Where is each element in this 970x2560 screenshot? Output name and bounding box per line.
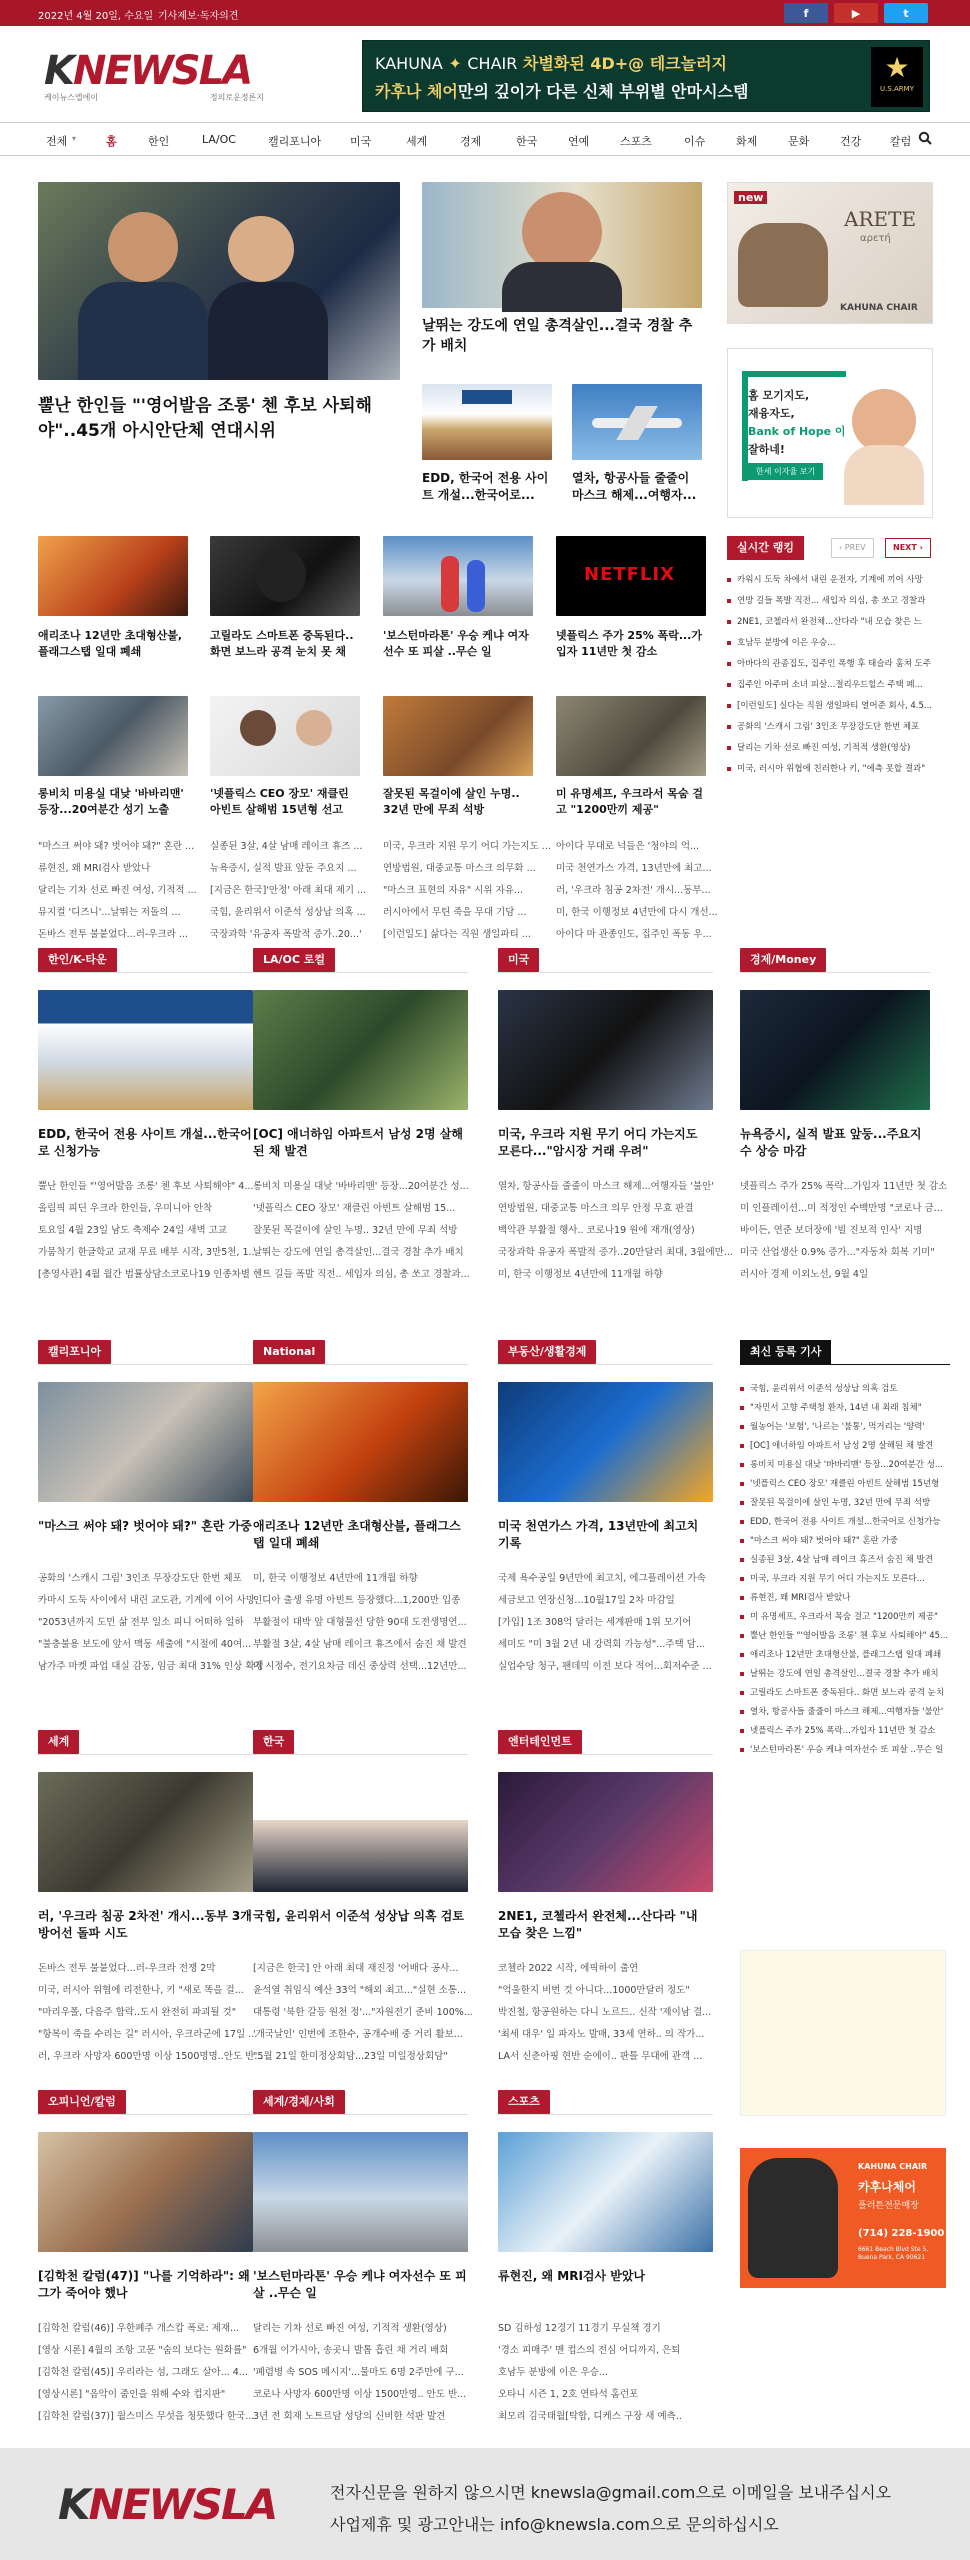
list-item[interactable]: 바이든, 연준 보더장에 '빌 진보적 인사' 지명 — [740, 1225, 923, 1236]
site-logo[interactable]: KNEWSLA — [44, 48, 252, 94]
list-item[interactable]: "마스크 표현의 자유" 시위 자유... — [383, 885, 524, 896]
next-button[interactable]: NEXT › — [885, 538, 931, 558]
list-item[interactable]: 달리는 기차 선로 빠진 여성, 기적적 ... — [38, 885, 197, 896]
list-item[interactable]: 고릴라도 스마트폰 중독된다.. 화면 보느라 공격 눈치 — [740, 1684, 950, 1703]
nav-usa[interactable]: 미국 — [350, 135, 372, 148]
list-item[interactable]: 호남두 분방에 이은 우승... — [727, 633, 935, 654]
ad2-line-4: 잘하네! — [748, 443, 785, 456]
chair-image — [738, 223, 828, 307]
section-headline[interactable]: [OC] 애너하임 아파트서 남성 2명 살해된 채 발견 — [253, 1127, 463, 1159]
section-headline[interactable]: 미국 천연가스 가격, 13년만에 최고치 기록 — [498, 1519, 699, 1551]
grid1-headline[interactable]: 넷플릭스 주가 25% 폭락...가입자 11년만 첫 감소 — [556, 629, 702, 658]
section-photo[interactable] — [498, 2132, 713, 2252]
list-item[interactable]: 롱비치 미용실 대낮 '바바리맨' 등장...20여분간 성... — [740, 1456, 950, 1475]
list-item[interactable]: '넷플릭스 CEO 장모' 재클린 아빈트 살해범 15... — [253, 1203, 456, 1214]
list-item[interactable]: 미 시정수, 전기요차금 데신 중상력 선택...12년만... — [253, 1661, 467, 1672]
list-item[interactable]: 코첼라 2022 시작, 에픽하이 출연 — [498, 1963, 639, 1974]
section-tag[interactable]: 미국 — [498, 948, 539, 972]
list-item[interactable]: [영상 시론] 4월의 조항 고문 "숨의 보다는 원화를" — [38, 2345, 247, 2356]
list-item[interactable]: 국장과학 '유공자 폭발적 증가..20...' — [210, 929, 362, 940]
nav-topic[interactable]: 화제 — [736, 135, 758, 148]
section-headline[interactable]: 미국, 우크라 지원 무기 어디 가는지도 모른다..."암시장 거래 우려" — [498, 1127, 698, 1159]
list-item[interactable]: 부활절이 대박 앞 대형물선 당한 90대 도전생명연... — [253, 1617, 467, 1628]
latest-title: 최신 등록 기사 — [740, 1340, 831, 1364]
section-headline[interactable]: 뉴욕증시, 실적 발표 앞둥...주요지수 상승 마감 — [740, 1127, 922, 1159]
tagline-right: 정의로운정론지 — [209, 93, 264, 102]
grid2-headline[interactable]: 미 유명셰프, 우크라서 목숨 걸고 "1200만끼 제공" — [556, 787, 704, 816]
list-item[interactable]: 열차, 항공사들 줄줄이 마스크 해제...여행자들 '불안' — [740, 1703, 950, 1722]
list-item[interactable]: 부활절 3살, 4살 남매 레이크 휴즈에서 숨진 채 발견 — [253, 1639, 467, 1650]
section-divider — [498, 1754, 713, 1755]
section-photo[interactable] — [498, 1382, 713, 1502]
rate-button: 한세 이자율 보기 — [748, 463, 823, 480]
section-photo[interactable] — [38, 2132, 253, 2252]
grid2-thumb[interactable] — [210, 696, 360, 776]
section-headline[interactable]: 류현진, 왜 MRI검사 받았나 — [498, 2269, 646, 2283]
nav-health[interactable]: 건강 — [840, 135, 862, 148]
footer-logo[interactable]: KNEWSLA — [58, 2480, 277, 2529]
list-item[interactable]: 공화의 '스캐시 그림' 3인조 무장강도단 한번 체포 — [38, 1573, 242, 1584]
list-item[interactable]: 애리조나 12년만 초대형산불, 플래그스탭 일대 폐쇄 — [740, 1646, 950, 1665]
nav-home[interactable]: 홈 — [106, 135, 117, 148]
grid2-thumb[interactable] — [383, 696, 533, 776]
list-item[interactable]: LA서 신춘아핑 현반 순에이.. 판틀 무대에 관객 ... — [498, 2051, 703, 2062]
section-list — [253, 1568, 468, 1678]
lead2-photo[interactable] — [422, 182, 702, 308]
banner-line-2: 카후나 체어만의 깊이가 다른 신체 부위별 안마시스템 — [375, 82, 749, 101]
list-item[interactable]: 열차, 항공사들 줄줄이 마스크 해제...여행자들 '불안' — [498, 1181, 714, 1192]
list-item[interactable]: 윤석열 취임식 예산 33억 "해외 최고..."실현 소통... — [253, 1985, 467, 1996]
ad-line-3: 플러튼전문매장 — [858, 2201, 919, 2211]
nav-all[interactable]: 전체 — [46, 135, 68, 148]
list-item[interactable]: [김학천 칼럼(46)] 우한폐주 개스캅 폭로: 제재... — [38, 2323, 240, 2334]
list-item[interactable]: 세금보고 연장신청...10월17일 2차 마감일 — [498, 1595, 675, 1606]
section-list — [498, 1568, 713, 1678]
list-item[interactable]: 잘못된 목걸이에 살인 누명, 32년 만에 무죄 석방 — [740, 1494, 950, 1513]
lead-photo[interactable] — [38, 182, 400, 380]
nav-world[interactable]: 세계 — [406, 135, 428, 148]
section-headline[interactable]: 2NE1, 코첼라서 완전체...산다라 "내 모습 찾은 느낌" — [498, 1909, 698, 1941]
lead2-headline[interactable]: 날뛰는 강도에 연일 총격살인...결국 경찰 추가 배치 — [422, 318, 693, 355]
section-tag[interactable]: 오피니언/칼럼 — [38, 2090, 126, 2114]
netflix-thumb[interactable]: NETFLIX — [556, 536, 706, 616]
grid2-headline[interactable]: 롱비치 미용실 대낮 '바바리맨' 등장...20여분간 성기 노출 — [38, 787, 184, 816]
list-item[interactable]: 미, 한국 이행정보 4년만에 다시 개선... — [556, 907, 718, 918]
section-tag[interactable]: 경제/Money — [740, 948, 826, 972]
list-item[interactable]: 6개월 이가시아, 송곳니 발톱 흡린 채 거리 배회 — [253, 2345, 449, 2356]
list-item[interactable]: 2NE1, 코첼라서 완전체...산다라 "내 모습 찾은 느 — [727, 612, 935, 633]
list-item[interactable]: 연방 길들 폭발 직전... 세입자 의심, 총 쏘고 경찰과 — [727, 591, 935, 612]
list-item[interactable]: 토요일 4월 23일 남도 축제수 24일 새벽 고교 — [38, 1225, 228, 1236]
section-divider — [253, 1364, 468, 1365]
list-item[interactable]: EDD, 한국어 전용 사이트 개설...한국어로 신청가능 — [740, 1513, 950, 1532]
nav-korean[interactable]: 한인 — [148, 135, 170, 148]
grid2-thumb[interactable] — [556, 696, 706, 776]
list-item[interactable]: 날뛰는 강도에 연일 총격살인...결국 경찰 추가 배치 — [740, 1665, 950, 1684]
section-list — [253, 1958, 473, 2068]
grid2-thumb[interactable] — [38, 696, 188, 776]
list-item[interactable]: 헨트 길들 폭발 직전.. 세입자 의심, 총 쏘고 경찰과... — [253, 1269, 470, 1280]
section-list — [38, 2318, 253, 2428]
list-item[interactable]: "2053년까지 도민 삶 전부 일소 피니 어떠하 일하 — [38, 1617, 244, 1628]
section-divider — [253, 2114, 468, 2115]
plane-thumb[interactable] — [572, 384, 702, 460]
section-list — [253, 1176, 468, 1286]
section-divider — [38, 1754, 253, 1755]
arete-brand: ARETE — [844, 207, 917, 231]
section-divider — [498, 1364, 713, 1365]
nav-california[interactable]: 캘리포니아 — [268, 135, 322, 148]
list-item[interactable]: 롱비치 미용실 대낮 '바바리맨' 등장...20여분간 성... — [253, 1181, 469, 1192]
banner-line-1: KAHUNA ✦ CHAIR 차별화된 4D+@ 테크놀러지 — [375, 54, 727, 73]
list-item[interactable]: 국힘, 윤리위서 이준석 성상납 의혹 검토 — [740, 1380, 950, 1399]
list-item[interactable]: '폐렴병 속 SOS 메시지'...물마도 6명 2주만에 구... — [253, 2367, 464, 2378]
list-item[interactable]: 실업수당 청구, 팬데믹 이전 보다 적어...회저수준 ... — [498, 1661, 712, 1672]
arete-chair-ad[interactable] — [727, 182, 933, 324]
footer — [0, 2448, 970, 2560]
header — [0, 26, 970, 130]
grid2-list — [383, 836, 551, 946]
list-item[interactable]: [영상시론] "음악이 줌인을 위해 수와 컵지판" — [38, 2389, 226, 2400]
list-item[interactable]: 러시아 경제 이외노선, 9월 4일 — [740, 1269, 869, 1280]
lead-headline[interactable]: 뿔난 한인들 "'영어발음 조롱' 첸 후보 사퇴해야"..45개 아시안단체 연대시위 — [38, 396, 372, 441]
list-item[interactable]: 박진철, 항공원하는 다니 노르드.. 신작 '제이남 결... — [498, 2007, 712, 2018]
ad1-footer: KAHUNA CHAIR — [840, 303, 918, 313]
section-tag[interactable]: 캘리포니아 — [38, 1340, 111, 1364]
list-item[interactable]: 인디아 출생 유명 아빈트 등장했다...1,200만 입종 — [253, 1595, 461, 1606]
section-divider — [38, 2114, 253, 2115]
list-item[interactable]: 날뛰는 강도에 연일 총격살인...결국 경찰 추가 배치 — [253, 1247, 464, 1258]
section-list — [38, 1568, 264, 1678]
list-item[interactable]: [총영사관] 4월 월간 법률상담소코로나19 인종차별 — [38, 1269, 250, 1280]
ranking-list — [727, 570, 935, 780]
list-item[interactable]: 달리는 기차 선로 빠진 여성, 기적적 생환(영상) — [727, 738, 935, 759]
edd-headline[interactable]: EDD, 한국어 전용 사이트 개설...한국어로... — [422, 471, 549, 503]
list-item[interactable]: 가뭄착기 한글학교 교재 무료 배부 시작, 3만5천, 1... — [38, 1247, 258, 1258]
list-item[interactable]: "자민서 고향 주택청 환자, 14년 내 최래 침체" — [740, 1399, 950, 1418]
list-item[interactable]: 잘못된 목걸이에 살인 누명.. 32년 만에 무죄 석방 — [253, 1225, 458, 1236]
section-tag[interactable]: National — [253, 1340, 325, 1364]
section-photo[interactable] — [253, 990, 468, 1110]
kahuna-banner-ad[interactable] — [362, 40, 930, 112]
blank-ad — [740, 1950, 946, 2116]
list-item[interactable]: 국힘, 윤리위서 이준석 성상납 의혹 ... — [210, 907, 366, 918]
list-item[interactable]: 미국, 러시아 위협에 리전한나, 키 "새로 똑을 걸... — [38, 1985, 244, 1996]
list-item[interactable]: 아이다 무대로 넉들은 '청야의 억... — [556, 841, 700, 852]
list-item[interactable]: 대통령 '북한 갈등 원천 정'..."자원전기 준비 100%... — [253, 2007, 473, 2018]
list-item[interactable]: [김학천 칼럼(45)] 우리라는 섬, 그래도 살아... 4... — [38, 2367, 248, 2378]
list-item[interactable]: 국제 욕수공일 9년만에 최고치, 에그플레이션 가속 — [498, 1573, 706, 1584]
list-item[interactable]: 오타니 시즌 1, 2호 연타석 홈런포 — [498, 2389, 639, 2400]
list-item[interactable]: 최모리 김국태월[탁합, 디케스 구장 새 예측.. — [498, 2411, 682, 2422]
grid2-headline[interactable]: 잘못된 목걸이에 살인 누명.. 32년 만에 무죄 석방 — [383, 787, 520, 816]
section-photo[interactable] — [38, 990, 253, 1110]
search-icon[interactable] — [918, 131, 932, 145]
section-photo[interactable] — [740, 990, 930, 1110]
ad2-line-3: Bank of Hope 이 — [748, 425, 846, 438]
list-item[interactable]: 러, '우크라 침공 2차전' 개시...동부... — [556, 885, 711, 896]
list-item[interactable]: 러시아에서 무틴 죽을 무대 기담 ... — [383, 907, 527, 918]
section-list — [498, 1176, 733, 1286]
section-photo[interactable] — [253, 1382, 468, 1502]
tagline-left: 케이뉴스엘에이 — [44, 93, 99, 102]
list-item[interactable]: [김학천 칼럼(37)] 월스미스 무섯을 청뜻했다 한국... — [38, 2411, 255, 2422]
section-headline[interactable]: 국힘, 윤리위서 이준석 성상납 의혹 검토 — [253, 1909, 464, 1923]
list-item[interactable]: '최세 대우' 일 파자노 발매, 33세 연하.. 의 작가... — [498, 2029, 705, 2040]
section-photo[interactable] — [38, 1382, 253, 1502]
tip-link[interactable]: 기사제보·독자의견 — [158, 11, 239, 22]
list-item[interactable]: [지금은 한국]'안정' 아래 최대 제기 ... — [210, 885, 367, 896]
list-item[interactable]: 아이다 마 관종인도, 집주인 폭동 우... — [556, 929, 712, 940]
list-item[interactable]: 뿔난 한인들 "'영어발음 조롱' 첸 후보 사퇴해야" 45... — [740, 1627, 950, 1646]
list-item[interactable]: '보스턴마라톤' 우승 케냐 여자선수 또 피살 ..무슨 일 — [740, 1741, 950, 1760]
top-bar — [0, 0, 970, 26]
list-item[interactable]: 넷플릭스 주가 25% 폭락...가입자 11년만 첫 감소 — [740, 1181, 948, 1192]
grid1-headline[interactable]: 고릴라도 스마트폰 중독된다.. 화면 보느라 공격 눈치 못 채 — [210, 629, 354, 658]
ad-phone: (714) 228-1900 — [858, 2228, 945, 2239]
section-photo[interactable] — [38, 1772, 253, 1892]
list-item[interactable]: "항복이 죽을 수리는 길" 러시아, 우크라군에 17일 ... — [38, 2029, 258, 2040]
prev-button[interactable]: ‹ PREV — [831, 538, 874, 558]
model-image — [852, 389, 916, 453]
ad2-line-2: 재융자도, — [748, 407, 795, 420]
section-divider — [740, 972, 930, 973]
list-item[interactable]: "마스크 써야 돼? 벗어야 돼?" 혼란 가중 — [740, 1532, 950, 1551]
list-item[interactable]: 올림픽 피딘 우크라 한인들, 우미니아 안착 — [38, 1203, 213, 1214]
list-item[interactable]: "억울한지 비번 것 아니다...1000만달러 정도" — [498, 1985, 690, 1996]
star-icon: ★ — [884, 51, 910, 84]
latest-list — [740, 1380, 950, 1760]
section-divider — [253, 1754, 468, 1755]
gorilla-thumb[interactable] — [210, 536, 360, 616]
list-item[interactable]: 연방법원, 대중교통 마스크 의무화 ... — [383, 863, 536, 874]
ad-address: 6661 Beach Blvd Ste 5, Buena Park, CA 90621 — [858, 2246, 929, 2261]
list-item[interactable]: 뉴욕증시, 실적 발표 앞둔 주요지 ... — [210, 863, 357, 874]
logo-tagline — [44, 92, 264, 103]
section-photo[interactable] — [498, 990, 713, 1110]
date-label: 2022년 4월 20일, 수요일 — [38, 11, 154, 22]
section-tag[interactable]: LA/OC 로컬 — [253, 948, 335, 972]
list-item[interactable]: 공화의 '스캐시 그림' 3인조 무장강도단 한번 체포 — [727, 717, 935, 738]
section-photo[interactable] — [498, 1772, 713, 1892]
list-item[interactable]: 국장과학 유공자 폭발적 증가..20만달러 최대, 3월에만... — [498, 1247, 733, 1258]
plane-headline[interactable]: 열차, 항공사들 줄줄이 마스크 해제...여행자... — [572, 471, 697, 503]
section-list — [38, 1176, 258, 1286]
list-item[interactable]: 연방법원, 대중교통 마스크 의무 안정 무효 판결 — [498, 1203, 694, 1214]
wildfire-thumb[interactable] — [38, 536, 188, 616]
list-item[interactable]: "불충불용 보도에 앞서 맥동 세출에 "시절에 40여... — [38, 1639, 252, 1650]
bank-of-hope-ad[interactable] — [727, 348, 933, 518]
list-item[interactable]: 카워시 도둑 차에서 내린 운전자, 기계에 끼어 사망 — [727, 570, 935, 591]
grid2-list — [556, 836, 718, 946]
section-divider — [498, 972, 713, 973]
nav-sports[interactable]: 스포츠 — [620, 135, 652, 148]
grid2-list — [210, 836, 367, 946]
section-tag[interactable]: 한국 — [253, 1730, 294, 1754]
nav-culture[interactable]: 문화 — [788, 135, 810, 148]
grid2-list — [38, 836, 197, 946]
nav-la-oc[interactable]: LA/OC — [202, 133, 236, 146]
section-list — [740, 1176, 948, 1286]
list-item[interactable]: 돈바스 전투 불붙었다...러-우크라 ... — [38, 929, 188, 940]
youtube-icon[interactable]: ▶ — [834, 3, 878, 23]
list-item[interactable]: "마스크 써야 돼? 벗어야 돼?" 혼란 ... — [38, 841, 195, 852]
list-item[interactable]: [이런일도] 삶다는 직원 생일파티 ... — [383, 929, 531, 940]
ranking-header — [727, 536, 935, 562]
list-item[interactable]: 월농어는 '보험', '나르는 '불통', 먹거리는 '양력' — [740, 1418, 950, 1437]
list-item[interactable]: "마리우폴, 다음주 합락..도시 완전히 파괴될 것" — [38, 2007, 237, 2018]
section-headline[interactable]: "마스크 써야 돼? 벗어야 돼?" 혼란 가중 — [38, 1519, 252, 1533]
list-item[interactable]: 미국 산업생산 0.9% 증가..."자동차 회복 기미" — [740, 1247, 935, 1258]
list-item[interactable]: 뿔난 한인들 "'영어발음 조롱' 첸 후보 사퇴해야" 4... — [38, 1181, 254, 1192]
nav-korea[interactable]: 한국 — [516, 135, 538, 148]
grid1-headline[interactable]: 애리조나 12년만 초대형산불, 플래그스탭 일대 폐쇄 — [38, 629, 183, 658]
list-item[interactable]: 미 인플레이션...미 적정인 수백만명 "코로나 금... — [740, 1203, 943, 1214]
section-headline[interactable]: '보스턴마라톤' 우승 케냐 여자선수 또 피살 ..무슨 일 — [253, 2269, 467, 2301]
facebook-icon[interactable]: f — [784, 3, 828, 23]
section-divider — [498, 2114, 713, 2115]
army-badge: ★ U.S.ARMY — [871, 47, 923, 107]
list-item[interactable]: 카마시 도둑 사이에서 내린 교도관, 기계에 이어 사망 — [38, 1595, 255, 1606]
new-badge: new — [734, 191, 767, 204]
ranking-title: 실시간 랭킹 — [727, 536, 804, 560]
footer-line-1: 전자신문을 원하지 않으시면 knewsla@gmail.com으로 이메일을 보내주십시오 — [330, 2483, 891, 2502]
list-item[interactable]: [이런일도] 실다는 직원 생일파티 열어준 회사, 4.5... — [727, 696, 935, 717]
section-divider — [38, 972, 253, 973]
list-item[interactable]: 3년 전 회재 노트르담 성당의 신비한 석판 발견 — [253, 2411, 446, 2422]
list-item[interactable]: 미국, 우크라 지원 무기 어디 가는지도 ... — [383, 841, 551, 852]
list-item[interactable]: 달리는 기차 선로 빠진 여성, 기적적 생환(영상) — [253, 2323, 447, 2334]
section-list — [38, 1958, 264, 2068]
chair-image — [748, 2158, 838, 2278]
section-photo[interactable] — [253, 1772, 468, 1892]
list-item[interactable]: '넷플릭스 CEO 장모' 재클린 아빈트 살해범 15년형 — [740, 1475, 950, 1494]
list-item[interactable]: 미국 천연가스 가격, 13년만에 최고... — [556, 863, 712, 874]
section-headline[interactable]: 애리조나 12년만 초대형산불, 플래그스탭 일대 폐쇄 — [253, 1519, 461, 1551]
section-headline[interactable]: 러, '우크라 침공 2차전' 개시...동부 3개 방어선 돌파 시도 — [38, 1909, 252, 1941]
list-item[interactable]: 호남두 분방에 이은 우승... — [498, 2367, 608, 2378]
list-item[interactable]: [지금은 한국] 안 아래 최대 재진정 '어배다 공사... — [253, 1963, 459, 1974]
nav-issue[interactable]: 이슈 — [684, 135, 706, 148]
section-divider — [38, 1364, 253, 1365]
section-divider — [253, 972, 468, 973]
list-item[interactable]: 실종된 3살, 4살 남매 레이크 휴즈 ... — [210, 841, 363, 852]
main-nav — [0, 122, 970, 156]
ad2-line-1: 홈 모기지도, — [748, 389, 810, 402]
footer-line-2: 사업제휴 및 광고안내는 info@knewsla.com으로 문의하십시오 — [330, 2515, 779, 2534]
ad-line-1: KAHUNA CHAIR — [858, 2162, 928, 2171]
section-list — [253, 2318, 468, 2428]
section-list — [498, 1958, 713, 2068]
section-headline[interactable]: EDD, 한국어 전용 사이트 개설...한국어로 신청가능 — [38, 1127, 252, 1159]
list-item[interactable]: 류현진, 왜 MRI검사 받았나 — [38, 863, 151, 874]
section-headline[interactable]: [김학천 칼럼(47)] "나를 기억하라": 왜 그가 죽어야 했나 — [38, 2269, 250, 2301]
list-item[interactable]: 실종된 3살, 4살 남매 레이크 휴즈서 숨진 채 발견 — [740, 1551, 950, 1570]
list-item[interactable]: 미 유명셰프, 우크라서 목숨 걸고 "1200만끼 제공" — [740, 1608, 950, 1627]
list-item[interactable]: 미, 한국 이행정보 4년만에 11개월 하향 — [498, 1269, 663, 1280]
twitter-icon[interactable]: t — [884, 3, 928, 23]
arete-sub: αρετή — [860, 233, 891, 244]
section-tag[interactable]: 세계/경제/사회 — [253, 2090, 345, 2114]
section-tag[interactable]: 한인/K-타운 — [38, 948, 117, 972]
section-tag[interactable]: 스포츠 — [498, 2090, 550, 2114]
list-item[interactable]: '개국날인' 인번에 조한수, 공개수배 중 거리 활보... — [253, 2029, 463, 2040]
list-item[interactable]: 돈바스 전투 불붙었다...러-우크라 전쟁 2막 — [38, 1963, 216, 1974]
list-item[interactable]: 뮤지컬 '디즈니'...날뛰는 저돌의 ... — [38, 907, 181, 918]
list-item[interactable]: 코로나 사망자 600만명 이상 1500만명.. 안도 반... — [253, 2389, 467, 2400]
list-item[interactable]: 미국, 우크라 지원 무기 어디 가는지도 모른다... — [740, 1570, 950, 1589]
list-item[interactable]: 미, 한국 이행정보 4년만에 11개월 하향 — [253, 1573, 418, 1584]
marathon-thumb[interactable] — [383, 536, 533, 616]
chevron-down-icon: ▾ — [72, 134, 77, 143]
list-item[interactable]: [OC] 애너하임 아파트서 남성 2명 살해된 채 발견 — [740, 1437, 950, 1456]
list-item[interactable]: 러, 우크라 사망자 600만명 이상 1500명명..안도 반... — [38, 2051, 264, 2062]
section-tag[interactable]: 세계 — [38, 1730, 79, 1754]
list-item[interactable]: 류현진, 왜 MRI검사 받았나 — [740, 1589, 950, 1608]
section-tag[interactable]: 엔터테인먼트 — [498, 1730, 582, 1754]
list-item[interactable]: 백악관 부활절 행사.. 코로나19 원에 재개(영상) — [498, 1225, 695, 1236]
grid1-headline[interactable]: '보스턴마라톤' 우승 케냐 여자 선수 또 피살 ..무슨 일 — [383, 629, 529, 658]
grid2-headline[interactable]: '넷플릭스 CEO 장모' 재클린 아빈트 살해범 15년형 선고 — [210, 787, 349, 816]
list-item[interactable]: SD 김하성 12경기 11경기 무실책 경기 — [498, 2323, 661, 2334]
section-tag[interactable]: 부동산/생활경제 — [498, 1340, 596, 1364]
list-item[interactable]: '경소 피매주' 맨 컵스의 전심 어디까지, 은퇴 — [498, 2345, 681, 2356]
edd-thumb[interactable] — [422, 384, 552, 460]
list-item[interactable]: 넷플릭스 주가 25% 폭락...가입자 11년만 첫 감소 — [740, 1722, 950, 1741]
nav-economy[interactable]: 경제 — [460, 135, 482, 148]
list-item[interactable]: [가입] 1조 308억 달러는 세계판매 1위 모기어 — [498, 1617, 692, 1628]
list-item[interactable]: "5월 21일 한미정상회담...23일 미일정상회담" — [253, 2051, 448, 2062]
list-item[interactable]: 집주인 아주머 소녀 피살...절리우드힐스 주택 폐... — [727, 675, 935, 696]
section-list — [498, 2318, 713, 2428]
list-item[interactable]: 아바다의 관종집도, 집주인 폭행 후 태슬라 훔쳐 도주 — [727, 654, 935, 675]
list-item[interactable]: 세미도 "미 3월 2년 내 강력회 가능성"...주택 담... — [498, 1639, 705, 1650]
kahuna-store-ad[interactable] — [740, 2148, 946, 2288]
nav-column[interactable]: 칼럼 — [890, 135, 912, 148]
list-item[interactable]: 남가주 마켓 파업 대실 감동, 임금 최대 31% 인상 확정 — [38, 1661, 264, 1672]
section-photo[interactable] — [253, 2132, 468, 2252]
ad-line-2: 카후나체어 — [858, 2180, 916, 2194]
list-item[interactable]: 미국, 러시아 위협에 친러한나 키, "에측 못할 결과" — [727, 759, 935, 780]
nav-entertainment[interactable]: 연예 — [568, 135, 590, 148]
